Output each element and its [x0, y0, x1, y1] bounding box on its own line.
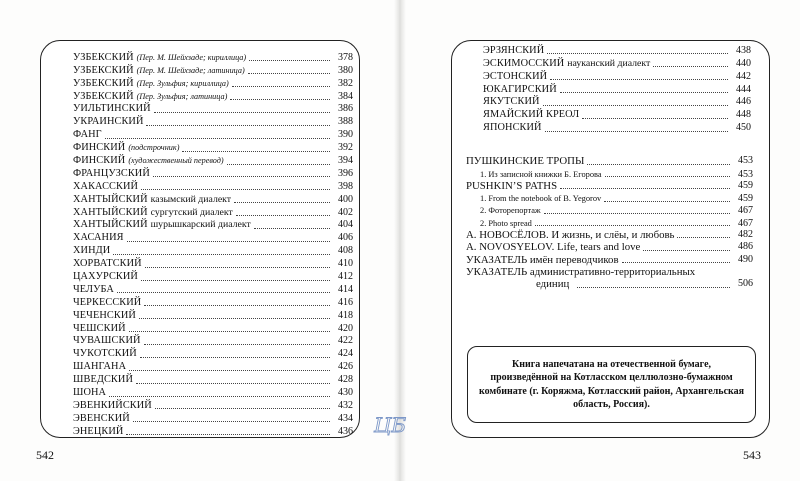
dot-leader — [249, 60, 330, 61]
entry-language: ЯКУТСКИЙ — [483, 96, 540, 108]
index-entry — [73, 360, 353, 373]
entry-language: ЭНЕЦКИЙ — [73, 425, 124, 437]
toc-entry — [466, 278, 753, 290]
index-entry — [73, 206, 353, 219]
entry-language: ШАНГАНА — [73, 361, 127, 373]
toc-entry — [466, 241, 753, 253]
toc-page-number: 486 — [738, 241, 753, 253]
printing-notice — [467, 346, 756, 423]
toc-entry — [466, 204, 753, 216]
entry-page-number: 428 — [338, 374, 353, 386]
entry-dialect: науканский диалект — [567, 57, 651, 69]
dot-leader — [129, 331, 330, 332]
entry-language: ЭВЕНСКИЙ — [73, 412, 130, 424]
dot-leader — [182, 151, 330, 152]
entry-page-number: 420 — [338, 322, 353, 334]
entry-page-number: 432 — [338, 399, 353, 411]
index-entry — [483, 44, 751, 57]
entry-page-number: 446 — [736, 96, 751, 108]
entry-language: УЗБЕКСКИЙ — [73, 64, 134, 76]
dot-leader — [622, 262, 730, 263]
index-entry — [73, 219, 353, 232]
dot-leader — [550, 79, 728, 80]
dot-leader — [113, 254, 330, 255]
index-entry — [483, 108, 751, 121]
toc-page-number: 459 — [738, 193, 753, 205]
toc-title: УКАЗАТЕЛЬ административно-территориальных — [466, 266, 696, 279]
index-entry — [73, 167, 353, 180]
dot-leader — [248, 73, 330, 74]
index-entry — [73, 51, 353, 64]
dot-leader — [643, 250, 730, 251]
index-entry — [73, 128, 353, 141]
dot-leader — [140, 357, 330, 358]
entry-page-number: 424 — [338, 348, 353, 360]
entry-page-number: 386 — [338, 103, 353, 115]
index-entry — [73, 399, 353, 412]
entry-language: ЭРЗЯНСКИЙ — [483, 44, 545, 56]
printing-notice-text: Книга напечатана на отечественной бумаге, произведённой на Котласском целлюлозно-бумажном комбинате (г. Коряжма, Котласский район, Архангельская область, Россия). — [478, 359, 745, 410]
entry-page-number: 444 — [736, 83, 751, 95]
toc-entry — [466, 229, 753, 241]
dot-leader — [544, 213, 730, 214]
index-entry — [73, 180, 353, 193]
index-entry — [73, 103, 353, 116]
entry-page-number: 414 — [338, 283, 353, 295]
entry-dialect: сургутский диалект — [150, 206, 233, 218]
toc-page-number: 467 — [738, 217, 753, 229]
table-of-contents — [466, 155, 753, 290]
index-entry — [73, 64, 353, 77]
entry-language: ФАНГ — [73, 129, 102, 141]
entry-page-number: 422 — [338, 335, 353, 347]
index-entry — [73, 270, 353, 283]
entry-language: ЯМАЙСКИЙ КРЕОЛ — [483, 109, 580, 121]
index-entry — [73, 322, 353, 335]
entry-note: (Пер. Зульфия; латиница) — [136, 91, 228, 101]
index-entry — [73, 257, 353, 270]
entry-language: ХАНТЫЙСКИЙ — [73, 193, 148, 205]
entry-page-number: 392 — [338, 142, 353, 154]
entry-language: ХАНТЫЙСКИЙ — [73, 206, 148, 218]
dot-leader — [133, 421, 330, 422]
dot-leader — [126, 434, 330, 435]
entry-language: УЗБЕКСКИЙ — [73, 77, 134, 89]
entry-note: (Пер. М. Шейхзаде; латиница) — [136, 65, 245, 75]
entry-page-number: 384 — [338, 90, 353, 102]
entry-page-number: 416 — [338, 296, 353, 308]
dot-leader — [604, 201, 730, 202]
index-entry — [73, 154, 353, 167]
toc-page-number: 506 — [738, 278, 753, 290]
entry-page-number: 382 — [338, 77, 353, 89]
entry-language: ЧЕШСКИЙ — [73, 322, 126, 334]
entry-note: (Пер. Зульфия; кириллица) — [136, 78, 229, 88]
entry-page-number: 418 — [338, 309, 353, 321]
entry-page-number: 434 — [338, 412, 353, 424]
index-entry — [73, 244, 353, 257]
toc-entry — [466, 180, 753, 192]
entry-page-number: 390 — [338, 129, 353, 141]
dot-leader — [234, 202, 330, 203]
entry-page-number: 380 — [338, 64, 353, 76]
toc-page-number: 459 — [738, 179, 753, 191]
dot-leader — [547, 53, 728, 54]
toc-title: ПУШКИНСКИЕ ТРОПЫ — [466, 155, 585, 168]
entry-page-number: 442 — [736, 70, 751, 82]
left-page-number: 542 — [36, 448, 54, 462]
entry-dialect: шурышкарский диалект — [150, 219, 251, 231]
entry-language: ФИНСКИЙ — [73, 142, 126, 154]
index-entry — [73, 347, 353, 360]
toc-title: PUSHKIN’S PATHS — [466, 179, 558, 192]
index-entry — [483, 121, 751, 134]
dot-leader — [582, 118, 728, 119]
entry-language: ЯПОНСКИЙ — [483, 122, 542, 134]
entry-page-number: 394 — [338, 155, 353, 167]
dot-leader — [155, 408, 330, 409]
entry-language: ЭВЕНКИЙСКИЙ — [73, 399, 152, 411]
dot-leader — [545, 131, 728, 132]
index-entry — [73, 77, 353, 90]
dot-leader — [129, 370, 330, 371]
index-entry — [483, 83, 751, 96]
toc-page-number: 453 — [738, 155, 753, 167]
index-entry — [73, 412, 353, 425]
toc-title: УКАЗАТЕЛЬ имён переводчиков — [466, 253, 619, 266]
dot-leader — [105, 138, 330, 139]
dot-leader — [145, 267, 330, 268]
entry-page-number: 450 — [736, 122, 751, 134]
svg-text:ЦБ: ЦБ — [373, 413, 407, 437]
left-page-frame — [40, 40, 360, 438]
entry-page-number: 402 — [338, 206, 353, 218]
right-page-frame — [451, 40, 770, 438]
entry-page-number: 398 — [338, 180, 353, 192]
index-entry — [73, 296, 353, 309]
entry-language: ЧЕЧЕНСКИЙ — [73, 309, 136, 321]
index-entry — [73, 425, 353, 438]
entry-language: ЦАХУРСКИЙ — [73, 271, 138, 283]
entry-language: ЧУКОТСКИЙ — [73, 348, 137, 360]
entry-page-number: 430 — [338, 387, 353, 399]
entry-language: ХИНДИ — [73, 245, 111, 257]
entry-page-number: 438 — [736, 44, 751, 56]
toc-title: единиц — [536, 278, 570, 291]
dot-leader — [144, 305, 330, 306]
toc-page-number: 490 — [738, 253, 753, 265]
entry-language: УЗБЕКСКИЙ — [73, 90, 134, 102]
dot-leader — [543, 105, 728, 106]
toc-page-number: 453 — [738, 168, 753, 180]
entry-page-number: 406 — [338, 232, 353, 244]
index-entry — [73, 193, 353, 206]
entry-page-number: 400 — [338, 193, 353, 205]
dot-leader — [154, 112, 330, 113]
dot-leader — [230, 99, 330, 100]
entry-note: (Пер. М. Шейхзаде; кириллица) — [136, 52, 247, 62]
toc-entry — [466, 253, 753, 265]
entry-page-number: 426 — [338, 361, 353, 373]
toc-title: 1. Из записной книжки Б. Егорова — [480, 169, 602, 179]
entry-language: УКРАИНСКИЙ — [73, 116, 144, 128]
entry-language: ЭСКИМОССКИЙ — [483, 57, 565, 69]
dot-leader — [141, 280, 330, 281]
entry-page-number: 396 — [338, 167, 353, 179]
index-entry — [73, 231, 353, 244]
toc-entry — [466, 216, 753, 228]
entry-language: ФРАНЦУЗСКИЙ — [73, 167, 150, 179]
dot-leader — [141, 189, 330, 190]
dot-leader — [153, 176, 330, 177]
entry-page-number: 436 — [338, 425, 353, 437]
left-entry-list — [73, 51, 353, 438]
toc-page-number: 482 — [738, 228, 753, 240]
toc-title: 2. Фоторепортаж — [480, 206, 541, 216]
dot-leader — [146, 125, 330, 126]
index-entry — [73, 141, 353, 154]
index-entry — [73, 335, 353, 348]
dot-leader — [232, 86, 330, 87]
dot-leader — [109, 396, 330, 397]
dot-leader — [236, 215, 330, 216]
entry-language: ШВЕДСКИЙ — [73, 374, 133, 386]
dot-leader — [535, 225, 730, 226]
dot-leader — [136, 383, 330, 384]
dot-leader — [605, 176, 730, 177]
entry-page-number: 378 — [338, 51, 353, 63]
entry-language: ХАКАССКИЙ — [73, 180, 139, 192]
toc-entry — [466, 167, 753, 179]
index-entry — [73, 309, 353, 322]
index-entry — [73, 115, 353, 128]
book-gutter — [394, 0, 406, 481]
dot-leader — [677, 237, 730, 238]
index-entry — [73, 283, 353, 296]
entry-page-number: 410 — [338, 258, 353, 270]
dot-leader — [560, 188, 730, 189]
dot-leader — [227, 164, 330, 165]
entry-page-number: 412 — [338, 271, 353, 283]
entry-note: (подстрочник) — [128, 143, 180, 153]
dot-leader — [587, 164, 730, 165]
toc-title: 2. Photo spread — [480, 218, 532, 228]
toc-entry — [466, 192, 753, 204]
entry-language: ЧЕЛУБА — [73, 283, 114, 295]
entry-dialect: казымский диалект — [150, 193, 232, 205]
entry-page-number: 408 — [338, 245, 353, 257]
dot-leader — [117, 292, 330, 293]
index-entry — [483, 70, 751, 83]
index-entry — [73, 90, 353, 103]
dot-leader — [577, 287, 730, 288]
toc-entry — [466, 155, 753, 167]
toc-entry — [466, 266, 753, 278]
index-entry — [73, 373, 353, 386]
index-entry — [483, 57, 751, 70]
entry-language: ЧУВАШСКИЙ — [73, 335, 141, 347]
index-entry — [483, 96, 751, 109]
dot-leader — [653, 66, 728, 67]
dot-leader — [254, 228, 330, 229]
entry-language: ХАНТЫЙСКИЙ — [73, 219, 148, 231]
entry-language: ХОРВАТСКИЙ — [73, 258, 142, 270]
toc-title: 1. From the notebook of B. Yegorov — [480, 194, 602, 204]
right-page-number: 543 — [743, 448, 761, 462]
entry-language: ЭСТОНСКИЙ — [483, 70, 548, 82]
index-entry — [73, 386, 353, 399]
entry-language: ХАСАНИЯ — [73, 232, 124, 244]
entry-language: ЧЕРКЕССКИЙ — [73, 296, 142, 308]
dot-leader — [144, 344, 330, 345]
right-entry-list — [483, 44, 751, 134]
entry-language: УИЛЬТИНСКИЙ — [73, 103, 151, 115]
toc-title: A. NOVOSYELOV. Life, tears and love — [466, 241, 641, 254]
dot-leader — [560, 92, 728, 93]
toc-title: А. НОВОСЁЛОВ. И жизнь, и слёы, и любовь — [466, 228, 675, 241]
entry-page-number: 448 — [736, 109, 751, 121]
entry-language: ФИНСКИЙ — [73, 155, 126, 167]
entry-language: УЗБЕКСКИЙ — [73, 51, 134, 63]
library-stamp-icon — [370, 410, 410, 440]
toc-page-number: 467 — [738, 205, 753, 217]
dot-leader — [127, 241, 330, 242]
entry-page-number: 404 — [338, 219, 353, 231]
dot-leader — [139, 318, 330, 319]
entry-language: ЮКАГИРСКИЙ — [483, 83, 557, 95]
entry-language: ШОНА — [73, 387, 107, 399]
entry-page-number: 440 — [736, 57, 751, 69]
entry-page-number: 388 — [338, 116, 353, 128]
entry-note: (художественный перевод) — [128, 156, 224, 166]
